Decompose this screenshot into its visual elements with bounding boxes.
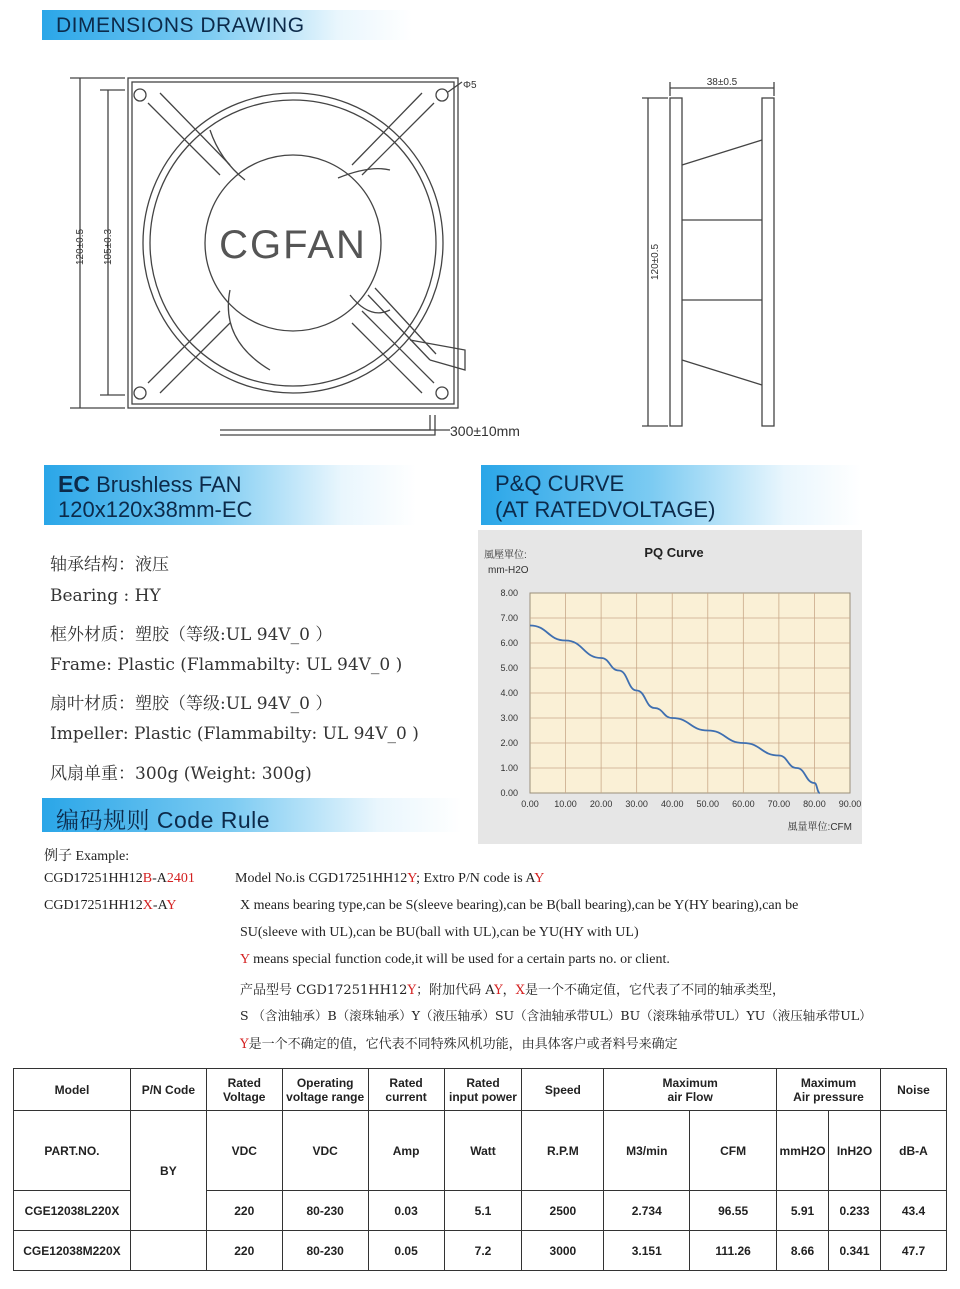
unit-mmh2o: mmH2O <box>777 1111 829 1191</box>
desc-3: SU(sleeve with UL),can be BU(ball with UL),can be YU(HY with UL) <box>240 925 639 940</box>
desc5-a: 产品型号 CGD17251HH12 <box>240 983 408 998</box>
desc4-b: means special function code,it will be used for a certain parts no. or client. <box>249 952 670 967</box>
th-operating-1: Operating <box>296 1075 354 1090</box>
row2-in: 0.341 <box>829 1231 881 1271</box>
th-rated-voltage-2: Voltage <box>223 1089 266 1104</box>
row2-mm: 8.66 <box>777 1231 829 1271</box>
chart-ylabel-2: mm-H2O <box>488 565 529 576</box>
y-tick-label: 3.00 <box>500 713 518 723</box>
product-banner <box>44 465 416 525</box>
ex2-b: X <box>142 898 153 913</box>
example-label: 例子 Example: <box>44 849 130 864</box>
spec-bearing-en: Bearing : HY <box>50 586 161 606</box>
y-tick-label: 6.00 <box>500 638 518 648</box>
y-tick-label: 8.00 <box>500 588 518 598</box>
th-operating <box>282 1069 368 1111</box>
cable-length: 300±10mm <box>450 423 520 439</box>
row2-power: 7.2 <box>444 1231 522 1271</box>
code-rule-banner <box>42 798 462 832</box>
row2-current: 0.05 <box>368 1231 444 1271</box>
table-header-row <box>14 1069 947 1111</box>
side-view-drawing <box>640 70 800 440</box>
desc5-e: ， <box>502 983 516 998</box>
y-tick-label: 4.00 <box>500 688 518 698</box>
desc-6: S （含油轴承）B（滚珠轴承）Y（液压轴承）SU（含油轴承带UL）BU（滚珠轴承带UL）YU（液压轴承带UL） <box>240 1008 872 1023</box>
spec-frame-cn: 框外材质：塑胶（等级:UL 94V_0 ） <box>50 625 333 645</box>
unit-op: VDC <box>282 1111 368 1191</box>
ex1-a: CGD17251HH12 <box>44 871 143 886</box>
pq-subtitle: (AT RATEDVOLTAGE) <box>495 497 716 522</box>
row1-speed: 2500 <box>522 1191 604 1231</box>
row2-speed: 3000 <box>522 1231 604 1271</box>
product-ec: EC <box>58 471 90 497</box>
unit-cfm: CFM <box>690 1111 777 1191</box>
desc7-b: 是一个不确定的值，它代表不同特殊风机功能，由具体客户或者料号来确定 <box>248 1037 678 1052</box>
th-operating-2: voltage range <box>286 1089 365 1104</box>
dimensions-banner <box>42 10 412 40</box>
ex1-b: B <box>142 871 153 886</box>
unit-power: Watt <box>444 1111 522 1191</box>
x-tick-label: 90.00 <box>838 799 862 809</box>
table-row <box>14 1231 947 1271</box>
x-tick-label: 40.00 <box>660 799 684 809</box>
row2-cfm: 111.26 <box>690 1231 777 1271</box>
product-title <box>58 471 242 498</box>
unit-part: PART.NO. <box>14 1111 131 1191</box>
y-tick-label: 1.00 <box>500 763 518 773</box>
front-label: CGFAN <box>219 223 367 267</box>
pn-code: BY <box>130 1111 206 1231</box>
chart-title: PQ Curve <box>644 545 704 560</box>
th-pn: P/N Code <box>130 1069 206 1111</box>
desc2-b: means bearing type,can be S(sleeve bearing),can be B(ball bearing),can be Y(HY bearing),can be <box>250 898 799 913</box>
x-tick-label: 60.00 <box>732 799 755 809</box>
desc2-a: X <box>240 898 251 913</box>
unit-inh2o: InH2O <box>829 1111 881 1191</box>
y-tick-label: 2.00 <box>500 738 518 748</box>
chart-ylabel-1: 風壓單位: <box>484 550 527 561</box>
code-rule-title: 编码规则 Code Rule <box>56 807 271 833</box>
row1-noise: 43.4 <box>880 1191 946 1231</box>
desc-2 <box>240 898 798 914</box>
y-tick-label: 0.00 <box>500 788 518 798</box>
row2-noise: 47.7 <box>880 1231 946 1271</box>
spec-impeller-en: Impeller: Plastic (Flammabilty: UL 94V_0 ) <box>50 724 419 744</box>
th-noise: Noise <box>880 1069 946 1111</box>
row1-part: CGE12038L220X <box>14 1191 131 1231</box>
desc-1 <box>235 871 544 887</box>
product-type: Brushless FAN <box>89 472 242 497</box>
table-units-row <box>14 1111 947 1191</box>
width-outer: 120±0.5 <box>75 228 86 265</box>
row2-pn-blank <box>130 1231 206 1271</box>
x-tick-label: 20.00 <box>589 799 613 809</box>
ex2-a: CGD17251HH12 <box>44 898 143 913</box>
desc5-b: Y <box>407 983 417 998</box>
desc-7 <box>240 1033 678 1052</box>
row1-range: 80-230 <box>282 1191 368 1231</box>
spec-weight: 风扇单重：300g (Weight: 300g) <box>50 764 312 784</box>
th-pressure-1: Maximum <box>800 1075 857 1090</box>
th-pressure <box>777 1069 881 1111</box>
th-rated-current-1: Rated <box>389 1075 423 1090</box>
x-tick-label: 10.00 <box>554 799 577 809</box>
x-tick-label: 70.00 <box>767 799 791 809</box>
th-rated-voltage-1: Rated <box>227 1075 261 1090</box>
ex1-d: 2401 <box>166 871 195 886</box>
row1-in: 0.233 <box>829 1191 881 1231</box>
th-airflow-1: Maximum <box>662 1075 718 1090</box>
row2-voltage: 220 <box>206 1231 282 1271</box>
desc1-b: Y <box>407 871 417 886</box>
x-tick-label: 30.00 <box>625 799 648 809</box>
pq-title: P&Q CURVE <box>495 471 625 496</box>
unit-current: Amp <box>368 1111 444 1191</box>
ex2-c: -A <box>152 898 167 913</box>
desc5-f: X <box>515 983 525 998</box>
th-rated-current <box>368 1069 444 1111</box>
desc5-g: 是一个不确定值，它代表了不同的轴承类型， <box>524 983 785 998</box>
desc7-a: Y <box>240 1037 249 1052</box>
spec-frame-en: Frame: Plastic (Flammabilty: UL 94V_0 ) <box>50 655 403 675</box>
unit-speed: R.P.M <box>522 1111 604 1191</box>
desc5-d: Y <box>494 983 503 998</box>
th-airflow <box>604 1069 777 1111</box>
th-airflow-2: air Flow <box>667 1089 713 1104</box>
pq-chart <box>478 530 862 844</box>
desc1-c: ; Extro P/N code is A <box>416 871 535 886</box>
desc5-c: ；附加代码 A <box>416 983 495 998</box>
ex1-c: -A <box>152 871 167 886</box>
spec-impeller-cn: 扇叶材质：塑胶（等级:UL 94V_0 ） <box>50 694 333 714</box>
side-width: 38±0.5 <box>706 77 738 88</box>
front-view-drawing <box>70 70 520 440</box>
row1-m3: 2.734 <box>604 1191 690 1231</box>
th-speed: Speed <box>522 1069 604 1111</box>
th-rated-power-2: input power <box>448 1089 517 1104</box>
row1-power: 5.1 <box>444 1191 522 1231</box>
unit-m3: M3/min <box>604 1111 690 1191</box>
x-tick-label: 50.00 <box>696 799 720 809</box>
unit-voltage: VDC <box>206 1111 282 1191</box>
row2-range: 80-230 <box>282 1231 368 1271</box>
spec-table <box>13 1068 947 1271</box>
row2-part: CGE12038M220X <box>14 1231 131 1271</box>
y-tick-label: 7.00 <box>500 613 518 623</box>
th-rated-power-1: Rated <box>466 1075 500 1090</box>
x-tick-label: 80.00 <box>803 799 826 809</box>
th-model: Model <box>14 1069 131 1111</box>
row1-current: 0.03 <box>368 1191 444 1231</box>
side-height: 120±0.5 <box>650 243 661 280</box>
th-rated-power <box>444 1069 522 1111</box>
y-tick-label: 5.00 <box>500 663 518 673</box>
product-size: 120x120x38mm-EC <box>58 497 253 522</box>
ex2-d: Y <box>166 898 177 913</box>
width-inner: 105±0.3 <box>103 228 114 265</box>
pq-banner <box>481 465 861 525</box>
desc-4 <box>240 952 670 968</box>
desc4-a: Y <box>240 952 250 967</box>
example-1 <box>44 871 195 887</box>
pq-chart-panel <box>478 530 862 844</box>
chart-xlabel: 風量單位:CFM <box>787 822 852 833</box>
desc1-a: Model No.is CGD17251HH12 <box>235 871 408 886</box>
th-rated-voltage <box>206 1069 282 1111</box>
row1-voltage: 220 <box>206 1191 282 1231</box>
example-2 <box>44 898 177 914</box>
row2-m3: 3.151 <box>604 1231 690 1271</box>
hole-dia: Φ5 <box>463 80 477 91</box>
unit-noise: dB-A <box>880 1111 946 1191</box>
th-pressure-2: Air pressure <box>793 1089 864 1104</box>
x-tick-label: 0.00 <box>521 799 539 809</box>
dimensions-title: DIMENSIONS DRAWING <box>56 14 305 37</box>
desc1-d: Y <box>534 871 545 886</box>
desc-5 <box>240 979 785 998</box>
spec-bearing-cn: 轴承结构：液压 <box>50 555 169 575</box>
row1-cfm: 96.55 <box>690 1191 777 1231</box>
row1-mm: 5.91 <box>777 1191 829 1231</box>
th-rated-current-2: current <box>385 1089 427 1104</box>
